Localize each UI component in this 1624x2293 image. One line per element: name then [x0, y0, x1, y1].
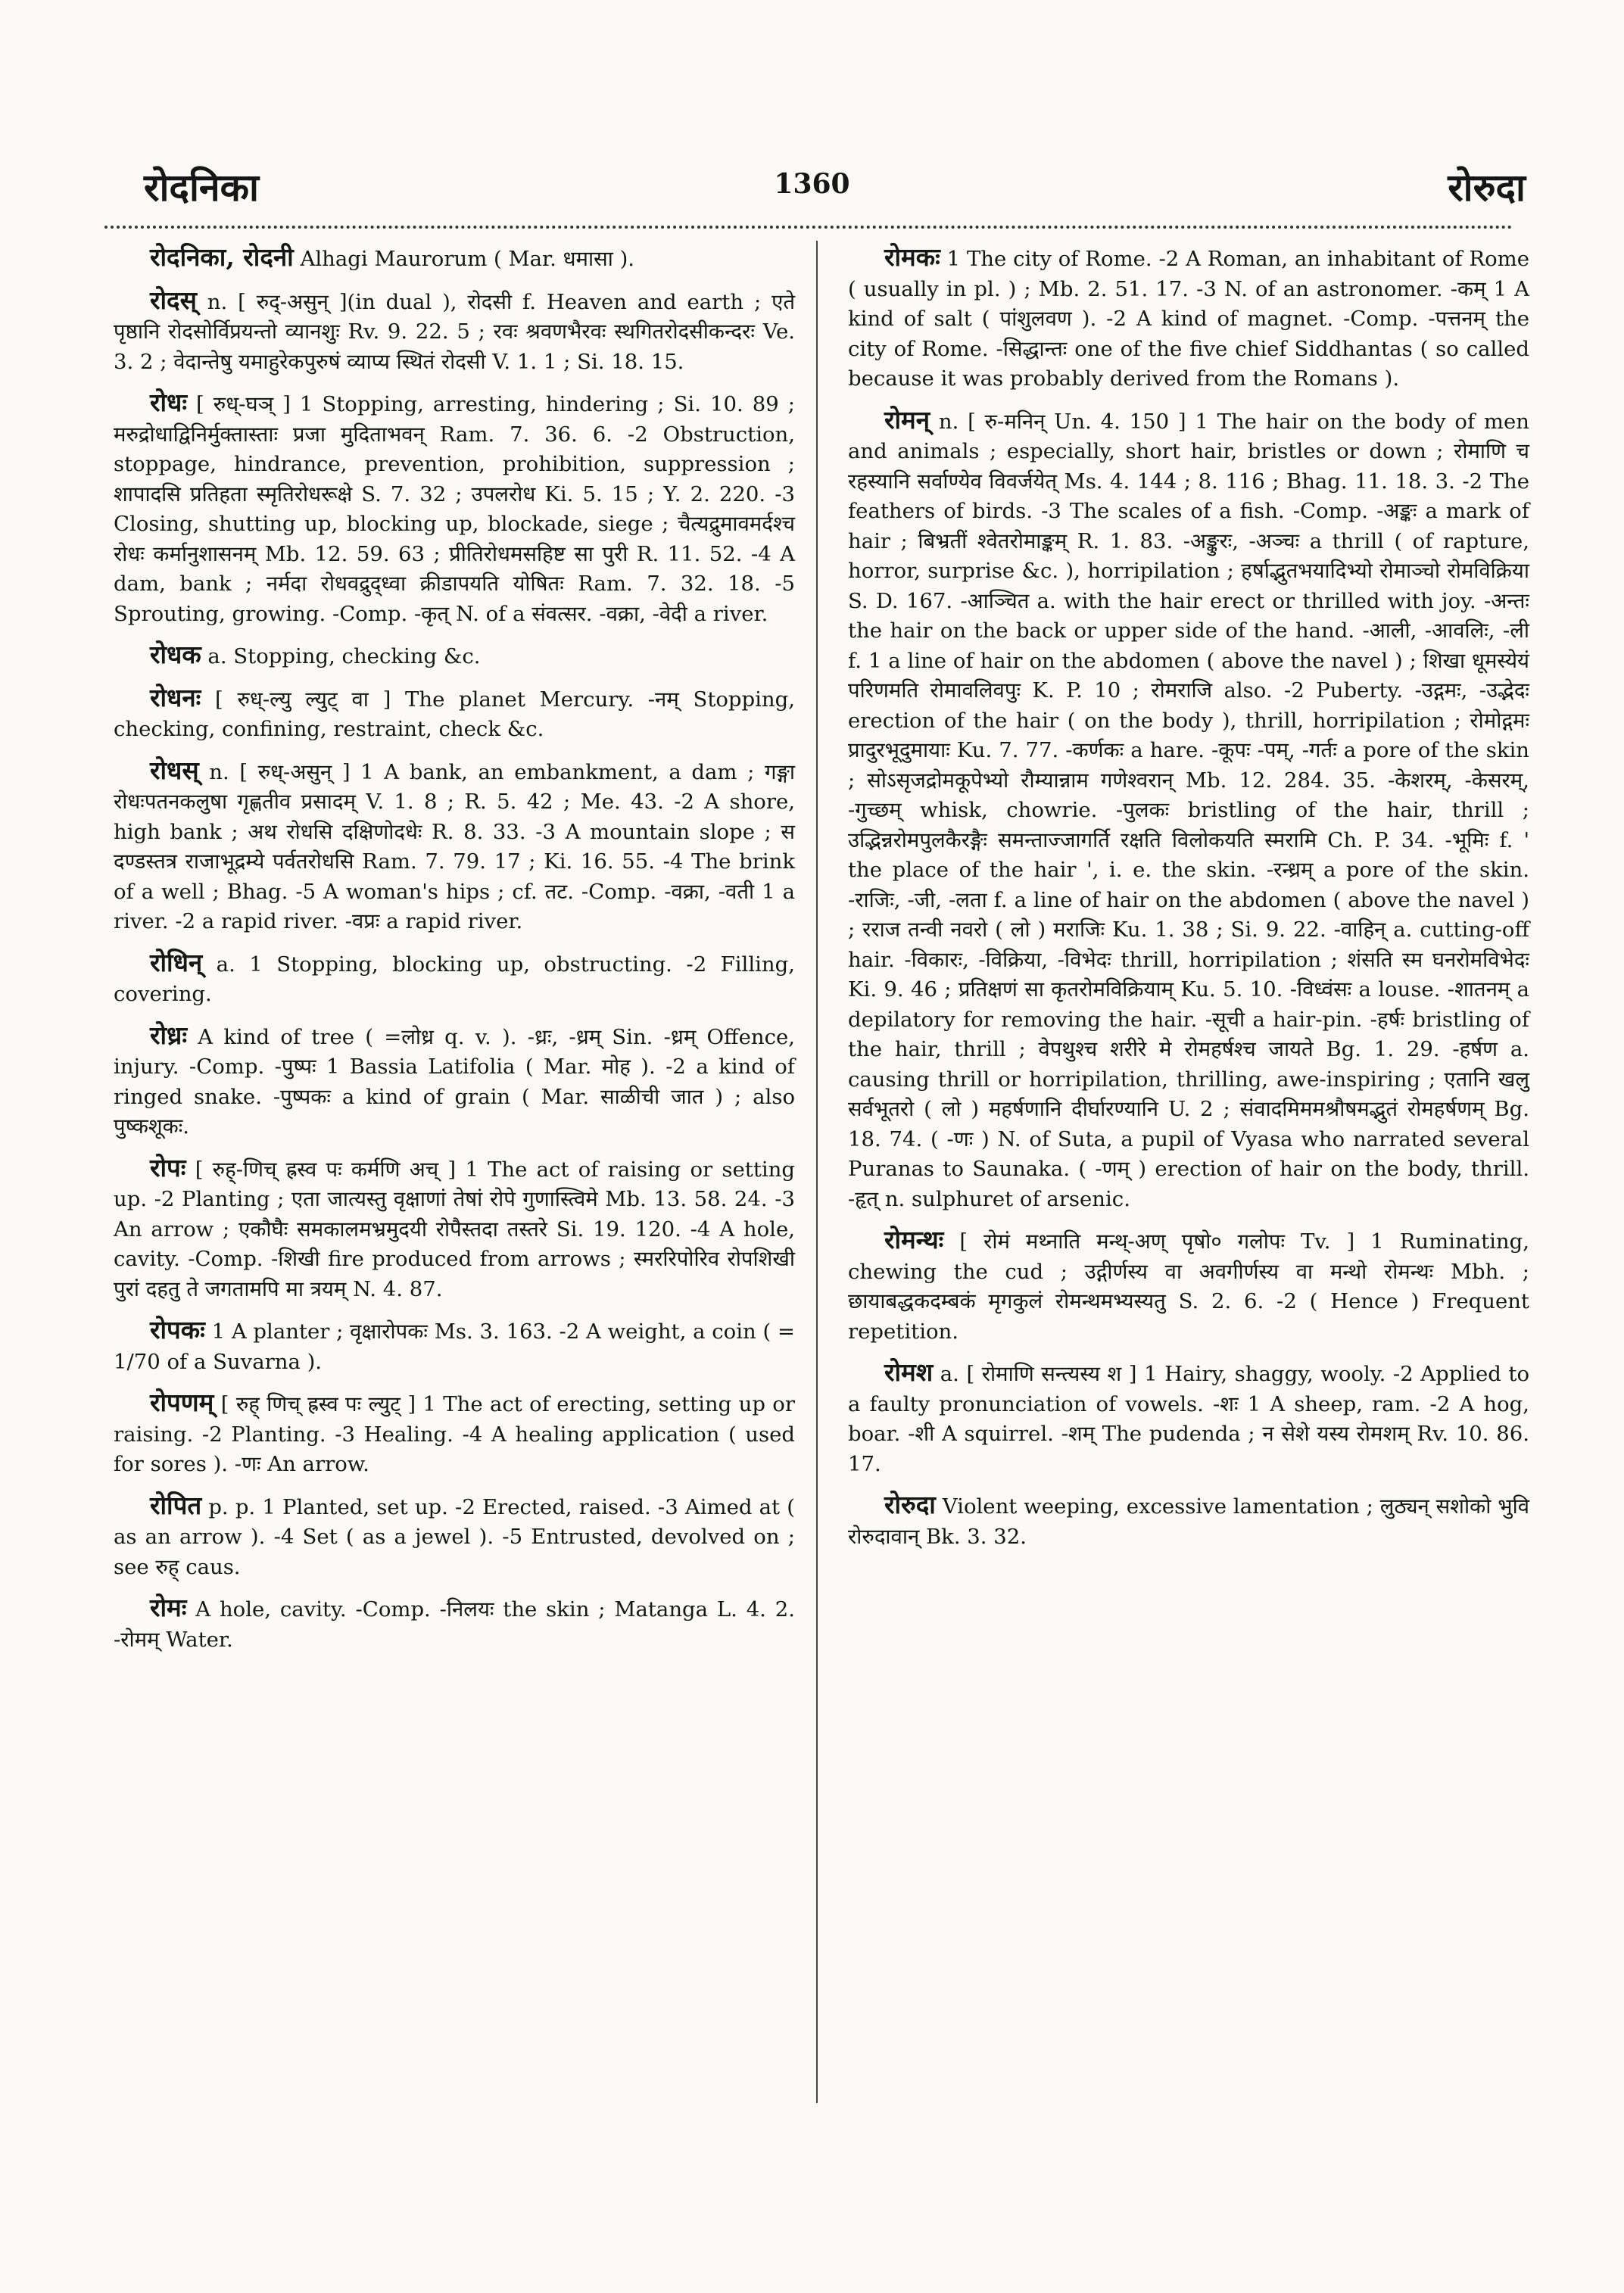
entry-headword: रोमश [884, 1357, 934, 1387]
entry-definition: n. [ रुद्-असुन् ](in dual ), रोदसी f. Heaven and earth ; एते पृष्ठानि रोदसोर्विप्रयन्तो व्यानशुः Rv. 9. 22. 5 ; रवः श्रवणभैरवः स्थगितरोदसीकन्दरः Ve. 3. 2 ; वेदान्तेषु यमाहुरेकपुरुषं व्याप्य स्थितं रोदसी V. 1. 1 ; Si. 18. 15. [114, 289, 795, 374]
entry-headword: रोपकः [150, 1315, 205, 1344]
left-guide-word: रोदनिका [144, 165, 259, 210]
header-rule [104, 226, 1513, 229]
entry-definition: 1 The city of Rome. -2 A Roman, an inhabitant of Rome ( usually in pl. ) ; Mb. 2. 51. 17. -3 N. of an astronomer. -कम् 1 A kind of salt ( पांशुलवण ). -2 A kind of magnet. -Comp. -पत्तनम् the city of Rome. -सिद्धान्तः one of the five chief Siddhantas ( so called because it was probably derived from the Romans ). [848, 247, 1529, 391]
left-column [114, 242, 795, 1665]
dictionary-entry [114, 1593, 795, 1655]
dictionary-entry [114, 683, 795, 745]
entry-definition: A hole, cavity. -Comp. -निलयः the skin ; Matanga L. 4. 2. -रोमम् Water. [114, 1597, 795, 1652]
dictionary-entry [114, 388, 795, 629]
entry-headword: रोमन् [884, 404, 930, 435]
dictionary-entry [114, 1388, 795, 1480]
entry-definition: A kind of tree ( =लोध्र q. v. ). -ध्रः, -ध्रम् Sin. -ध्रम् Offence, injury. -Comp. -पुष्पः 1 Bassia Latifolia ( Mar. मोह ). -2 a kind of ringed snake. -पुष्पकः a kind of grain ( Mar. साळीची जात ) ; also पुष्कशूकः. [114, 1024, 795, 1139]
dictionary-entry [114, 640, 795, 672]
dictionary-entry [114, 756, 795, 937]
dictionary-entry [114, 948, 795, 1010]
dictionary-entry [848, 1225, 1529, 1347]
dictionary-entry [114, 1153, 795, 1305]
entry-headword: रोधक [150, 640, 201, 669]
dictionary-entry [114, 242, 795, 275]
entry-definition: [ रुह्-णिच् ह्रस्व पः कर्मणि अच् ] 1 The act of raising or setting up. -2 Planting ; एता जात्यस्तु वृक्षाणां तेषां रोपे गुणास्त्विमे Mb. 13. 58. 24. -3 An arrow ; एकौघैः समकालमभ्रमुदयी रोपैस्तदा तस्तरे Si. 19. 120. -4 A hole, cavity. -Comp. -शिखी fire produced from arrows ; स्मररिपोरिव रोपशिखी पुरां दहतु ते जगतामपि मा त्रयम् N. 4. 87. [114, 1157, 795, 1301]
entry-headword: रोमन्थः [884, 1225, 944, 1254]
entry-headword: रोमकः [884, 242, 940, 272]
right-guide-word: रोरुदा [1448, 165, 1526, 210]
entry-headword: रोपित [150, 1490, 202, 1520]
dictionary-entry [114, 285, 795, 378]
dictionary-entry [114, 1020, 795, 1142]
column-separator [816, 241, 818, 2103]
dictionary-entry [848, 405, 1529, 1215]
dictionary-entry [114, 1491, 795, 1583]
entry-headword: रोधनः [150, 682, 201, 712]
entry-headword: रोपः [150, 1152, 186, 1182]
entry-headword: रोदनिका, रोदनी [150, 242, 294, 272]
entry-headword: रोरुदा [884, 1490, 936, 1519]
entry-definition: a. 1 Stopping, blocking up, obstructing. -2 Filling, covering. [114, 952, 795, 1006]
entry-headword: रोधः [150, 388, 188, 417]
entry-definition: 1 A planter ; वृक्षारोपकः Ms. 3. 163. -2 A weight, a coin ( = 1/70 of a Suvarna ). [114, 1319, 795, 1374]
entry-definition: [ रुह् णिच् ह्रस्व पः ल्युट् ] 1 The act of erecting, setting up or raising. -2 Planting. -3 Healing. -4 A healing application ( used for sores ). -णः An arrow. [114, 1392, 795, 1476]
entry-definition: [ रुध्-ल्यु ल्युट् वा ] The planet Mercury. -नम् Stopping, checking, confining, restraint, check &c. [114, 687, 795, 741]
entry-definition: n. [ रु-मनिन् Un. 4. 150 ] 1 The hair on the body of men and animals ; especially, short hair, bristles or down ; रोमाणि च रहस्यानि सर्वाण्येव विवर्जयेत् Ms. 4. 144 ; 8. 116 ; Bhag. 11. 18. 3. -2 The feathers of birds. -3 The scales of a fish. -Comp. -अङ्कः a mark of hair ; बिभ्रतीं श्वेतरोमाङ्कम् R. 1. 83. -अङ्कुरः, -अञ्चः a thrill ( of rapture, horror, surprise &c. ), horripilation ; हर्षाद्भुतभयादिभ्यो रोमाञ्चो रोमविक्रिया S. D. 167. -आञ्चित a. with the hair erect or thrilled with joy. -अन्तः the hair on the back or upper side of the hand. -आली, -आवलिः, -ली f. 1 a line of hair on the abdomen ( above the navel ) ; शिखा धूमस्येयं परिणमति रोमावलिवपुः K. P. 10 ; रोमराजि also. -2 Puberty. -उद्गमः, -उद्भेदः erection of the hair ( on the body ), thrill, horripilation ; रोमोद्गमः प्रादुरभूदुमायाः Ku. 7. 77. -कर्णकः a hare. -कूपः -पम्, -गर्तः a pore of the skin ; सोऽसृजद्रोमकूपेभ्यो रौम्यान्नाम गणेश्वरान् Mb. 12. 284. 35. -केशरम्, -केसरम्, -गुच्छम् whisk, chowrie. -पुलकः bristling of the hair, thrill ; उद्भिन्नरोमपुलकैरङ्गैः समन्ताज्जागर्ति रक्षति विलोकयति स्मरामि Ch. P. 34. -भूमिः f. ' the place of the hair ', i. e. the skin. -रन्ध्रम् a pore of the skin. -राजिः, -जी, -लता f. a line of hair on the abdomen ( above the navel ) ; रराज तन्वी नवरो ( लो ) मराजिः Ku. 1. 38 ; Si. 9. 22. -वाहिन् a. cutting-off hair. -विकारः, -विक्रिया, -विभेदः thrill, horripilation ; शंसति स्म घनरोमविभेदः Ki. 9. 46 ; प्रतिक्षणं सा कृतरोमविक्रियाम् Ku. 5. 10. -विध्वंसः a louse. -शातनम् a depilatory for removing the hair. -सूची a hair-pin. -हर्षः bristling of the hair, thrill ; वेपथुश्च शरीरे मे रोमहर्षश्च जायते Bg. 1. 29. -हर्षण a. causing thrill or horripilation, thrilling, awe-inspiring ; एतानि खलु सर्वभूतरो ( लो ) महर्षणानि दीर्घारण्यानि U. 2 ; संवादमिममश्रौषमद्भुतं रोमहर्षणम् Bg. 18. 74. ( -णः ) N. of Suta, a pupil of Vyasa who narrated several Puranas to Saunaka. ( -णम् ) erection of hair on the body, thrill. -हृत् n. sulphuret of arsenic. [848, 409, 1529, 1211]
entry-definition: [ रोमं मथ्नाति मन्थ्-अण् पृषो० गलोपः Tv. ] 1 Ruminating, chewing the cud ; उद्गीर्णस्य वा अवगीर्णस्य वा मन्थो रोमन्थः Mbh. ; छायाबद्धकदम्बकं मृगकुलं रोमन्थमभ्यस्यतु S. 2. 6. -2 ( Hence ) Frequent repetition. [848, 1229, 1529, 1344]
dictionary-entry [848, 242, 1529, 394]
entry-definition: p. p. 1 Planted, set up. -2 Erected, raised. -3 Aimed at ( as an arrow ). -4 Set ( as a jewel ). -5 Entrusted, devolved on ; see रुह् caus. [114, 1494, 795, 1579]
entry-definition: a. Stopping, checking &c. [201, 644, 481, 668]
entry-definition: a. [ रोमाणि सन्त्यस्य श ] 1 Hairy, shaggy, wooly. -2 Applied to a faulty pronunciation of vowels. -शः 1 A sheep, ram. -2 A hog, boar. -शी A squirrel. -शम् The pudenda ; न सेशे यस्य रोमशम् Rv. 10. 86. 17. [848, 1362, 1529, 1476]
dictionary-entry [114, 1315, 795, 1377]
entry-definition: Violent weeping, excessive lamentation ; लुठ्यन् सशोको भुवि रोरुदावान् Bk. 3. 32. [848, 1494, 1529, 1549]
entry-headword: रोमः [150, 1593, 187, 1622]
entry-headword: रोपणम् [150, 1388, 214, 1417]
entry-headword: रोदस् [150, 285, 197, 315]
entry-headword: रोधिन् [150, 947, 203, 977]
entry-headword: रोधस् [150, 755, 199, 785]
entry-definition: [ रुध्-घञ् ] 1 Stopping, arresting, hindering ; Si. 10. 89 ; मरुद्रोधाद्विनिर्मुक्तास्ताः प्रजा मुदिताभवन् Ram. 7. 36. 6. -2 Obstruction, stoppage, hindrance, prevention, prohibition, suppression ; शापादसि प्रतिहता स्मृतिरोधरूक्षे S. 7. 32 ; उपलरोध Ki. 5. 15 ; Y. 2. 220. -3 Closing, shutting up, blocking up, blockade, siege ; चैत्यद्रुमावमर्दश्च रोधः कर्मानुशासनम् Mb. 12. 59. 63 ; प्रीतिरोधमसहिष्ट सा पुरी R. 11. 52. -4 A dam, bank ; नर्मदा रोधवद्रुद्ध्वा क्रीडापयति योषितः Ram. 7. 32. 18. -5 Sprouting, growing. -Comp. -कृत् N. of a संवत्सर. -वक्रा, -वेदी a river. [114, 392, 795, 626]
entry-definition: Alhagi Maurorum ( Mar. धमासा ). [293, 247, 635, 271]
entry-headword: रोध्रः [150, 1020, 188, 1050]
dictionary-entry [848, 1357, 1529, 1479]
right-column [848, 242, 1529, 1562]
page-number: 1360 [774, 168, 850, 200]
dictionary-entry [848, 1490, 1529, 1552]
entry-definition: n. [ रुध्-असुन् ] 1 A bank, an embankment, a dam ; गङ्गा रोधःपतनकलुषा गृह्णतीव प्रसादम् V. 1. 8 ; R. 5. 42 ; Me. 43. -2 A shore, high bank ; अथ रोधसि दक्षिणोदधेः R. 8. 33. -3 A mountain slope ; स दण्डस्तत्र राजाभूद्रम्ये पर्वतरोधसि Ram. 7. 79. 17 ; Ki. 16. 55. -4 The brink of a well ; Bhag. -5 A woman's hips ; cf. तट. -Comp. -वक्रा, -वती 1 a river. -2 a rapid river. -वप्रः a rapid river. [114, 759, 795, 933]
